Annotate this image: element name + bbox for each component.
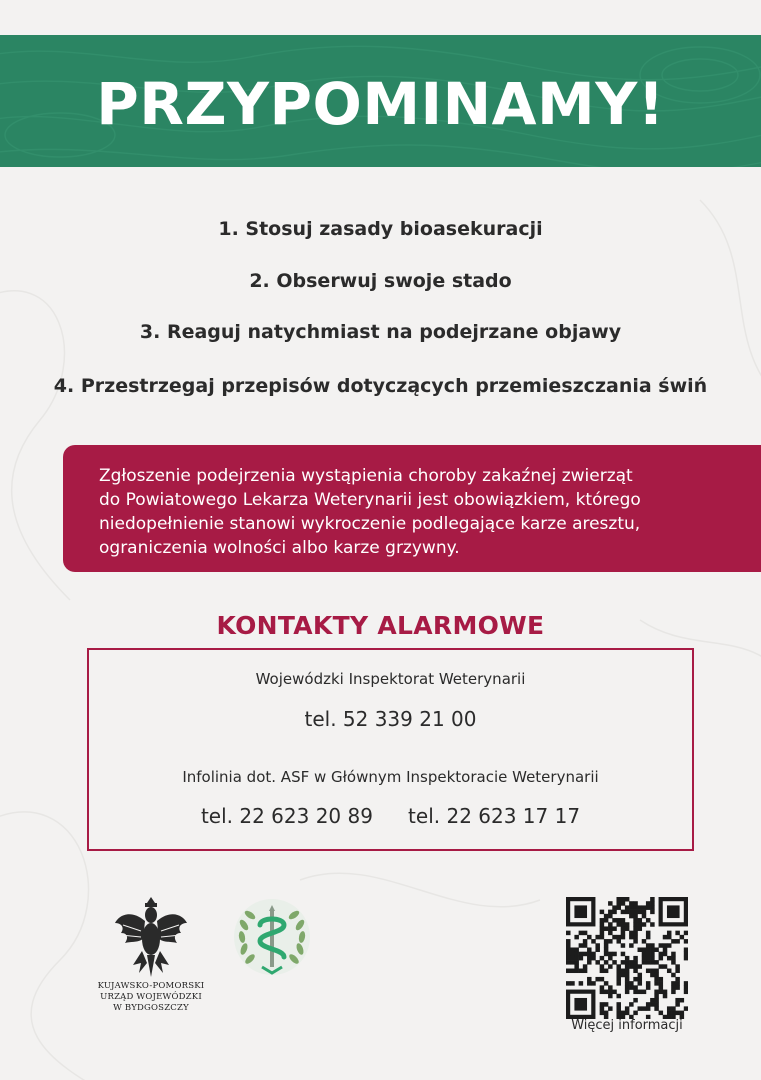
rule-item: 2. Obserwuj swoje stado [249,270,512,292]
wiw-phone-link[interactable]: tel. 52 339 21 00 [304,707,477,731]
urzad-caption-line: URZĄD WOJEWÓDZKI [100,992,202,1002]
urzad-caption-line: KUJAWSKO-POMORSKI [97,981,205,991]
qr-caption: Więcej informacji [571,1018,683,1033]
giw-phone-link-2[interactable]: tel. 22 623 17 17 [408,804,581,828]
wiw-name: Wojewódzki Inspektorat Weterynarii [255,670,526,688]
polish-eagle-emblem-icon [111,893,191,979]
rule-item: 1. Stosuj zasady bioasekuracji [218,218,543,240]
rule-item: 4. Przestrzegaj przepisów dotyczących przemieszczania świń [53,375,708,397]
veterinary-inspection-logo-icon [230,895,314,979]
contacts-box [87,648,694,851]
giw-name: Infolinia dot. ASF w Głównym Inspektoracie Weterynarii [182,768,599,786]
urzad-logo [90,893,212,1023]
veterinary-logo [230,895,314,983]
contacts-heading: KONTAKTY ALARMOWE [216,610,545,640]
urzad-caption-line: W BYDGOSZCZY [113,1003,189,1013]
rule-item: 3. Reaguj natychmiast na podejrzane objawy [139,321,622,343]
legal-notice-line: ograniczenia wolności albo karze grzywny. [99,538,460,558]
giw-phone-row [89,804,692,828]
legal-notice [63,445,761,572]
qr-code-icon[interactable] [566,897,688,1019]
giw-phone-link-1[interactable]: tel. 22 623 20 89 [200,804,373,828]
header-banner [0,35,761,167]
legal-notice-line: do Powiatowego Lekarza Weterynarii jest obowiązkiem, którego [99,490,641,510]
page-title: PRZYPOMINAMY! [96,70,665,138]
legal-notice-line: niedopełnienie stanowi wykroczenie podlegające karze aresztu, [99,514,641,534]
legal-notice-line: Zgłoszenie podejrzenia wystąpienia choroby zakaźnej zwierząt [99,466,633,486]
